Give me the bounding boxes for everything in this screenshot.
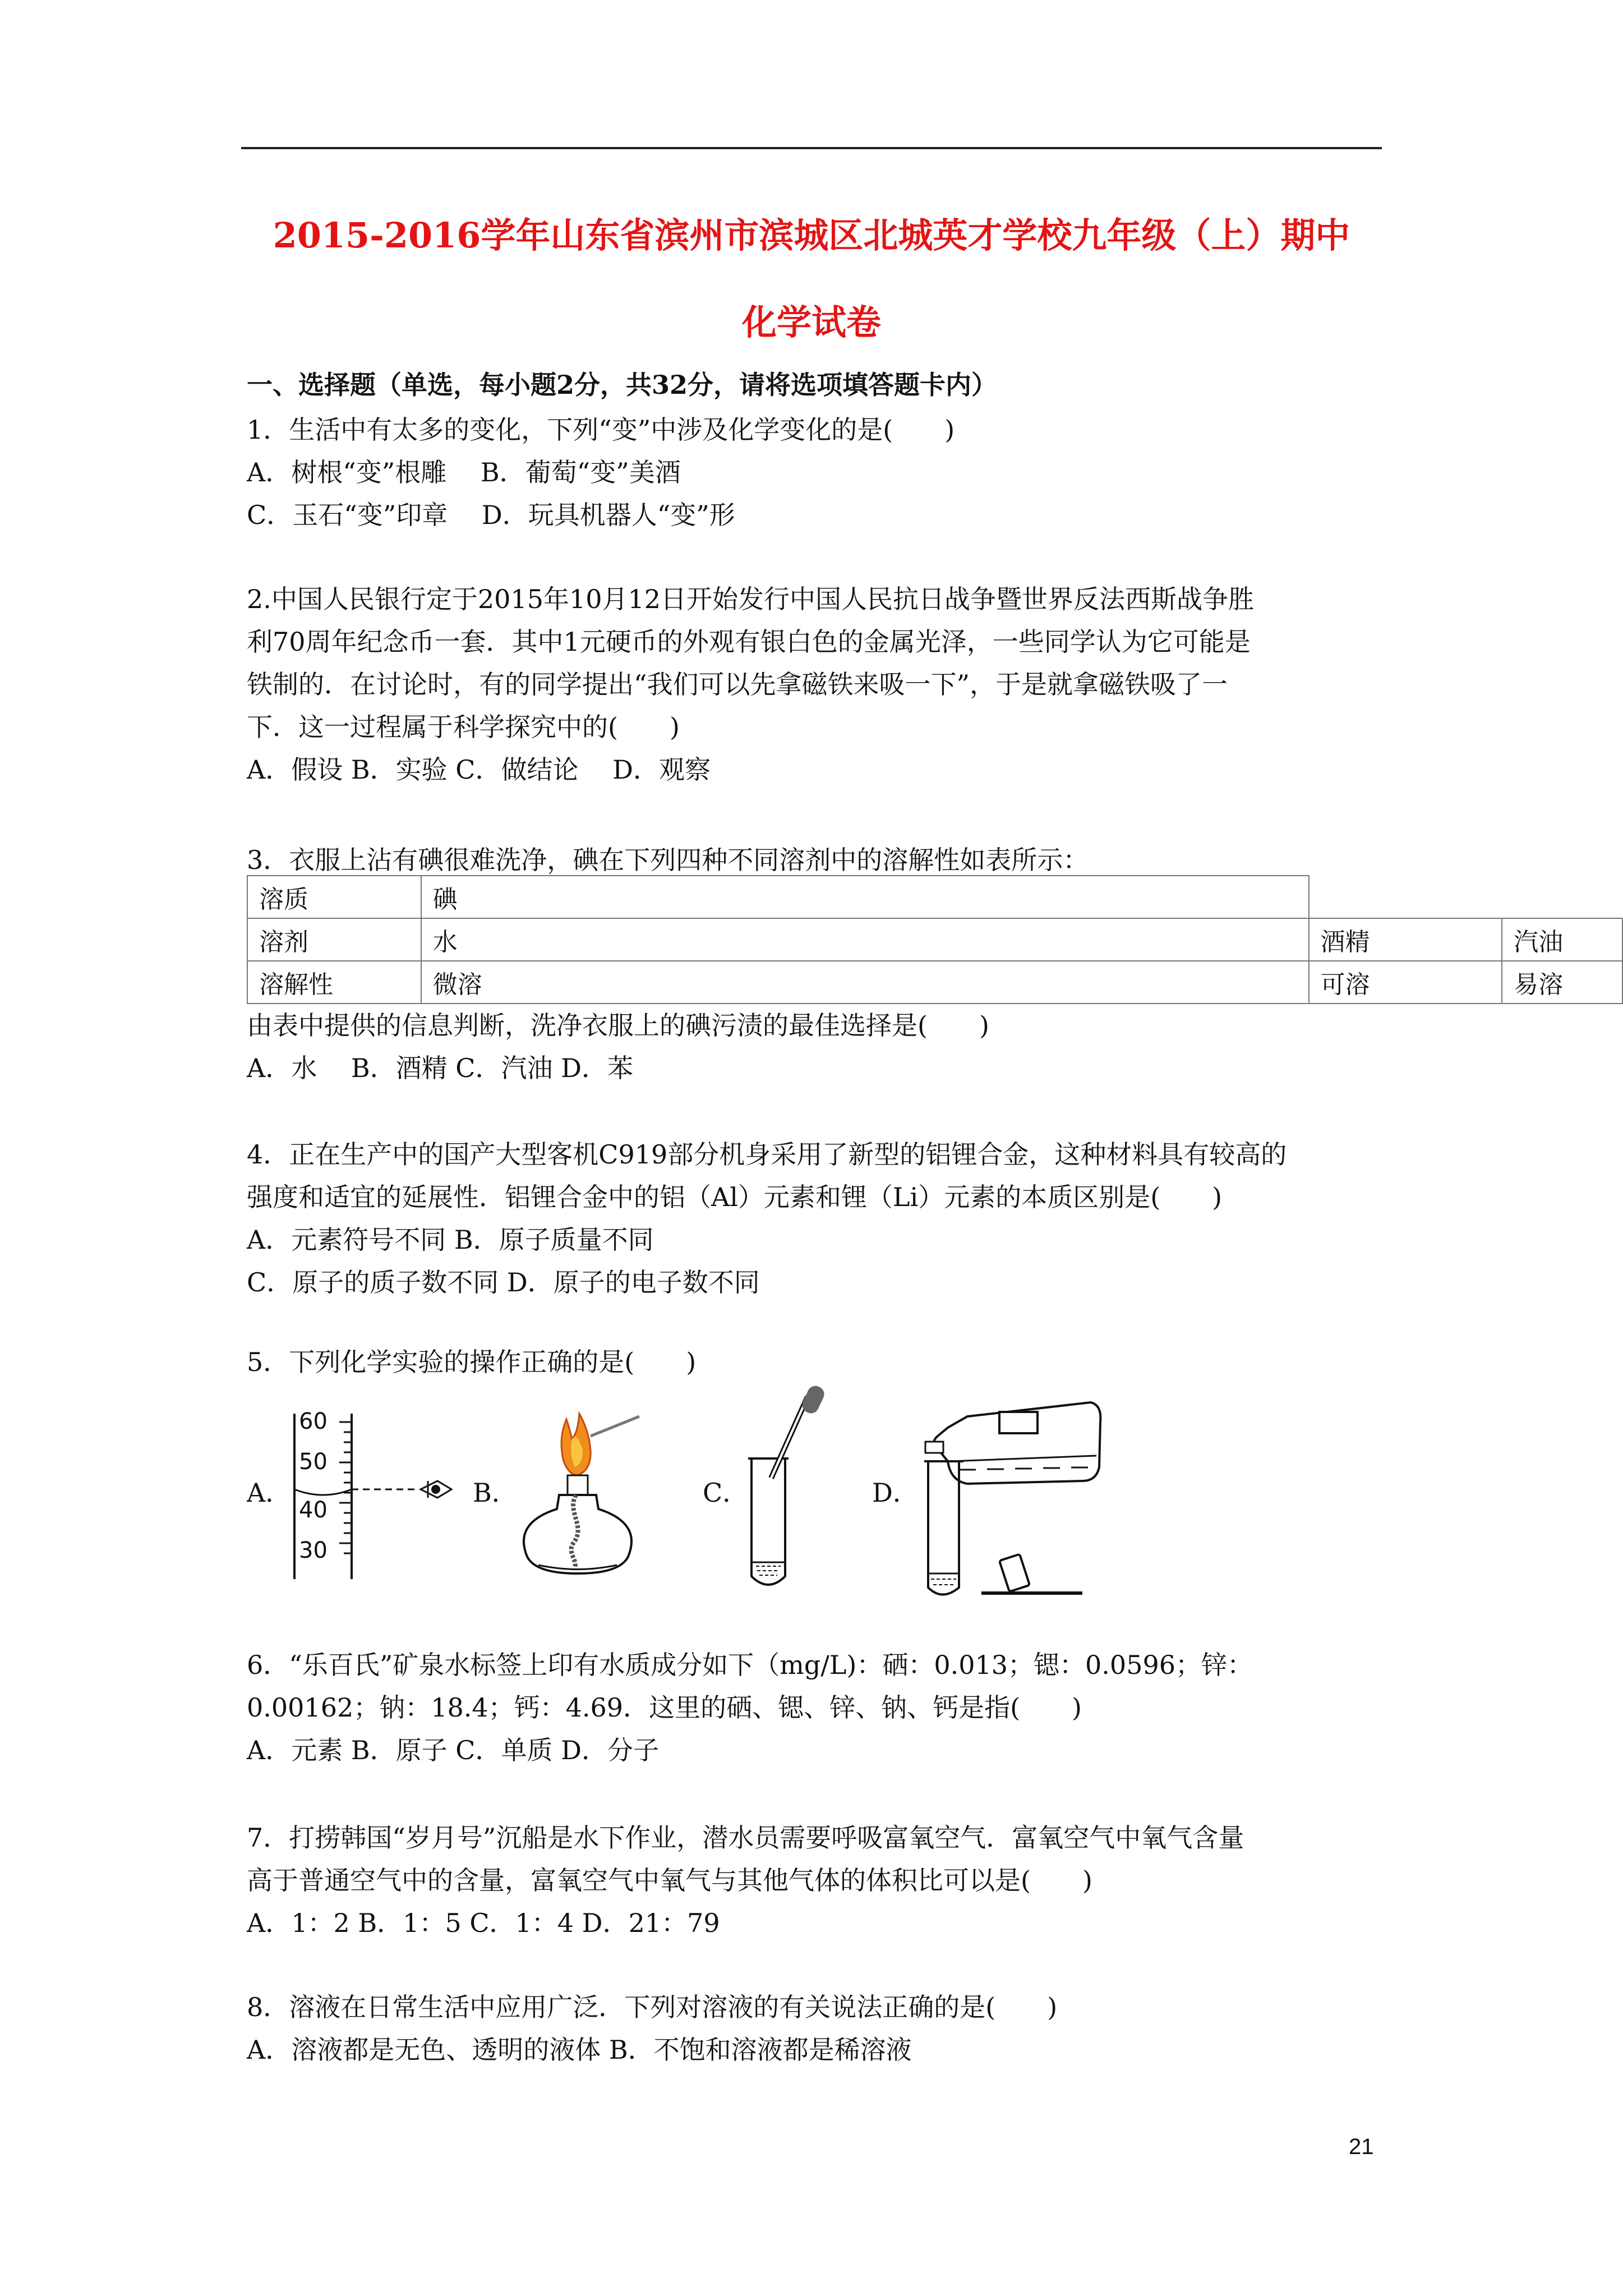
table-cell: 溶质 — [247, 876, 421, 918]
exam-title-line1: 2015-2016学年山东省滨州市滨城区北城英才学校九年级（上）期中 — [273, 215, 1350, 256]
question-stem: 5．下列化学实验的操作正确的是( ) — [247, 1347, 697, 1377]
table-row — [247, 876, 1622, 918]
option-a-label: A． — [247, 1478, 292, 1508]
question-options: A．溶液都是无色、透明的液体 B．不饱和溶液都是稀溶液 — [247, 2035, 912, 2065]
page-number: 21 — [1349, 2134, 1374, 2159]
table-cell: 溶剂 — [247, 918, 421, 961]
question-8 — [247, 1986, 1396, 2071]
header-rule — [241, 147, 1382, 149]
tick-label: 40 — [299, 1497, 328, 1523]
alcohol-lamp-figure — [513, 1405, 648, 1585]
question-stem: 高于普通空气中的含量，富氧空气中氧气与其他气体的体积比可以是( ) — [247, 1865, 1092, 1895]
table-row — [247, 961, 1622, 1004]
question-4 — [247, 1133, 1396, 1304]
question-options: A．假设 B．实验 C．做结论 D．观察 — [247, 754, 711, 785]
question-stem: 0.00162；钠：18.4；钙：4.69．这里的硒、锶、锌、钠、钙是指( ) — [247, 1692, 1082, 1723]
question-stem: 8．溶液在日常生活中应用广泛．下列对溶液的有关说法正确的是( ) — [247, 1992, 1058, 2022]
table-cell: 酒精 — [1309, 918, 1502, 961]
question-options: A．元素符号不同 B．原子质量不同 — [247, 1225, 654, 1255]
table-cell: 水 — [421, 918, 1309, 961]
question-options: A．1：2 B．1：5 C．1：4 D．21：79 — [247, 1908, 720, 1938]
question-stem: 铁制的．在讨论时，有的同学提出“我们可以先拿磁铁来吸一下”，于是就拿磁铁吸了一 — [247, 669, 1228, 700]
question-stem: 2.中国人民银行定于2015年10月12日开始发行中国人民抗日战争暨世界反法西斯战争胜 — [247, 584, 1255, 614]
question-stem: 下．这一过程属于科学探究中的( ) — [247, 712, 680, 742]
table-cell: 汽油 — [1502, 918, 1622, 961]
question-stem: 由表中提供的信息判断，洗净衣服上的碘污渍的最佳选择是( ) — [247, 1010, 989, 1041]
question-stem: 4．正在生产中的国产大型客机C919部分机身采用了新型的铝锂合金，这种材料具有较高的 — [247, 1139, 1287, 1170]
question-3-continued — [247, 1004, 1396, 1089]
question-options: A．树根“变”根雕 B．葡萄“变”美酒 — [247, 457, 681, 487]
option-b-label: B． — [473, 1478, 518, 1508]
exam-title-line2: 化学试卷 — [741, 302, 881, 343]
graduated-cylinder-figure — [283, 1405, 463, 1585]
table-cell: 溶解性 — [247, 961, 421, 1004]
question-stem: 强度和适宜的延展性．铝锂合金中的铝（Al）元素和锂（Li）元素的本质区别是( ) — [247, 1182, 1223, 1212]
question-stem: 6．“乐百氏”矿泉水标签上印有水质成分如下（mg/L)：硒：0.013；锶：0.0596；锌： — [247, 1650, 1253, 1680]
tick-label: 30 — [299, 1538, 328, 1563]
question-stem: 7．打捞韩国“岁月号”沉船是水下作业，潜水员需要呼吸富氧空气．富氧空气中氧气含量 — [247, 1823, 1244, 1853]
tick-label: 60 — [299, 1409, 328, 1434]
question-options: C．玉石“变”印章 D．玩具机器人“变”形 — [247, 500, 735, 530]
dropper-test-tube-figure — [740, 1386, 852, 1596]
table-cell: 可溶 — [1309, 961, 1502, 1004]
table-cell: 微溶 — [421, 961, 1309, 1004]
question-1 — [247, 408, 1396, 536]
table-cell: 易溶 — [1502, 961, 1622, 1004]
question-options: A．水 B．酒精 C．汽油 D．苯 — [247, 1053, 633, 1083]
question-6 — [247, 1644, 1396, 1772]
solubility-table — [247, 875, 1623, 1004]
question-stem: 利70周年纪念币一套．其中1元硬币的外观有银白色的金属光泽，一些同学认为它可能是 — [247, 627, 1251, 657]
question-2 — [247, 578, 1396, 791]
question-options: C．原子的质子数不同 D．原子的电子数不同 — [247, 1267, 760, 1297]
option-c-label: C． — [703, 1478, 749, 1508]
question-stem: 3．衣服上沾有碘很难洗净，碘在下列四种不同溶剂中的溶解性如表所示： — [247, 845, 1089, 875]
option-d-label: D． — [872, 1478, 919, 1508]
question-options: A．元素 B．原子 C．单质 D．分子 — [247, 1735, 659, 1765]
section-heading: 一、选择题（单选，每小题2分，共32分，请将选项填答题卡内） — [247, 370, 998, 400]
tick-label: 50 — [299, 1449, 328, 1475]
table-blank-cell — [1309, 876, 1622, 918]
pouring-liquid-figure — [914, 1377, 1105, 1604]
table-row — [247, 918, 1622, 961]
question-stem: 1．生活中有太多的变化，下列“变”中涉及化学变化的是( ) — [247, 415, 955, 445]
table-cell: 碘 — [421, 876, 1309, 918]
question-7 — [247, 1816, 1396, 1944]
question-5 — [247, 1341, 1396, 1383]
